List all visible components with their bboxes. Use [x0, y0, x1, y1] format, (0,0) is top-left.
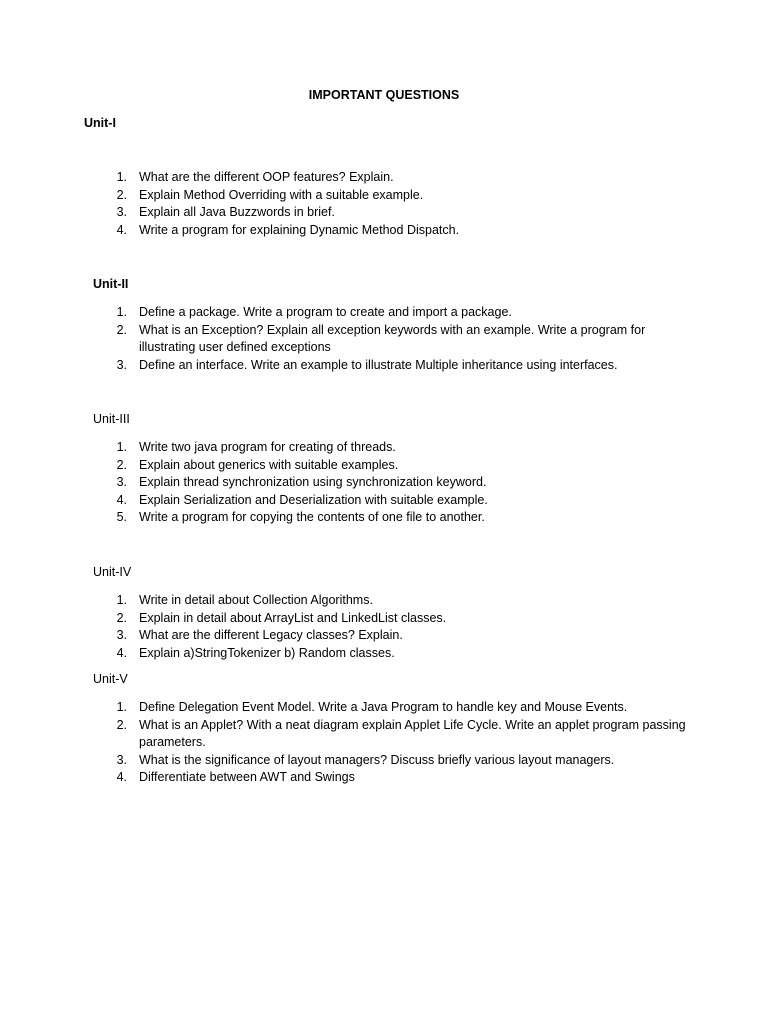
- question-item: 4. Explain Serialization and Deserialization with suitable example.: [116, 492, 488, 507]
- question-text: What is the significance of layout managers? Discuss briefly various layout managers.: [139, 752, 615, 767]
- unit-heading-2: Unit-II: [93, 277, 129, 291]
- question-item: 3. What are the different Legacy classes? Explain.: [116, 628, 403, 643]
- question-list-unit-5: [110, 699, 690, 787]
- question-item: 3. Explain all Java Buzzwords in brief.: [116, 205, 335, 220]
- question-text: What are the different Legacy classes? Explain.: [139, 628, 403, 643]
- question-text: Write in detail about Collection Algorithms.: [139, 593, 373, 607]
- question-text: Explain Serialization and Deserialization with suitable example.: [139, 492, 488, 507]
- question-text: Explain in detail about ArrayList and LinkedList classes.: [139, 610, 447, 625]
- question-list-unit-1: [110, 169, 690, 239]
- question-text: What is an Exception? Explain all exception keywords with an example. Write a program for illustrating user defined exceptions: [139, 322, 646, 355]
- question-list-unit-4: [110, 592, 690, 662]
- question-text: Explain about generics with suitable examples.: [139, 457, 399, 472]
- unit-heading-1: Unit-I: [84, 116, 116, 130]
- question-item: 2. Explain about generics with suitable examples.: [116, 457, 399, 472]
- question-item: 2. What is an Applet? With a neat diagram explain Applet Life Cycle. Write an applet program passing parameters.: [116, 717, 686, 750]
- question-text: Explain thread synchronization using synchronization keyword.: [139, 475, 487, 490]
- question-item: 2. Explain in detail about ArrayList and LinkedList classes.: [116, 610, 447, 625]
- question-item: 4. Explain a)StringTokenizer b) Random classes.: [116, 645, 395, 660]
- document-title: IMPORTANT QUESTIONS: [308, 88, 460, 102]
- question-item: 3. Define an interface. Write an example to illustrate Multiple inheritance using interfaces.: [116, 357, 618, 372]
- question-item: 1. Define a package. Write a program to create and import a package.: [116, 305, 512, 319]
- question-item: 1. Define Delegation Event Model. Write a Java Program to handle key and Mouse Events.: [116, 700, 628, 714]
- question-text: Write two java program for creating of threads.: [139, 440, 396, 454]
- question-item: 4. Write a program for explaining Dynamic Method Dispatch.: [116, 222, 460, 237]
- question-item: 1. What are the different OOP features? Explain.: [116, 170, 394, 184]
- question-item: 4. Differentiate between AWT and Swings: [116, 770, 355, 785]
- question-item: 2. Explain Method Overriding with a suitable example.: [116, 187, 424, 202]
- unit-heading-5: Unit-V: [93, 672, 128, 686]
- question-item: 3. What is the significance of layout managers? Discuss briefly various layout managers.: [116, 752, 615, 767]
- question-item: 1. Write in detail about Collection Algorithms.: [116, 593, 373, 607]
- question-text: Differentiate between AWT and Swings: [139, 770, 355, 785]
- question-item: 5. Write a program for copying the contents of one file to another.: [116, 510, 485, 525]
- question-item: 3. Explain thread synchronization using synchronization keyword.: [116, 475, 487, 490]
- question-item: 2. What is an Exception? Explain all exception keywords with an example. Write a program for illustrating user defined exceptions: [116, 322, 646, 355]
- question-list-unit-3: [110, 439, 690, 527]
- question-text: Explain a)StringTokenizer b) Random classes.: [139, 645, 395, 660]
- question-item: 1. Write two java program for creating of threads.: [116, 440, 396, 454]
- question-text: Write a program for copying the contents of one file to another.: [139, 510, 485, 525]
- question-text: Define Delegation Event Model. Write a Java Program to handle key and Mouse Events.: [139, 700, 628, 714]
- question-text: What are the different OOP features? Explain.: [139, 170, 394, 184]
- question-text: Explain Method Overriding with a suitable example.: [139, 187, 424, 202]
- question-text: What is an Applet? With a neat diagram explain Applet Life Cycle. Write an applet program passing parameters.: [139, 717, 686, 750]
- question-text: Define a package. Write a program to create and import a package.: [139, 305, 512, 319]
- question-list-unit-2: [110, 304, 690, 374]
- question-text: Write a program for explaining Dynamic Method Dispatch.: [139, 222, 460, 237]
- question-text: Explain all Java Buzzwords in brief.: [139, 205, 335, 220]
- unit-heading-4: Unit-IV: [93, 565, 132, 579]
- question-text: Define an interface. Write an example to illustrate Multiple inheritance using interfaces.: [139, 357, 618, 372]
- unit-heading-3: Unit-III: [93, 412, 130, 426]
